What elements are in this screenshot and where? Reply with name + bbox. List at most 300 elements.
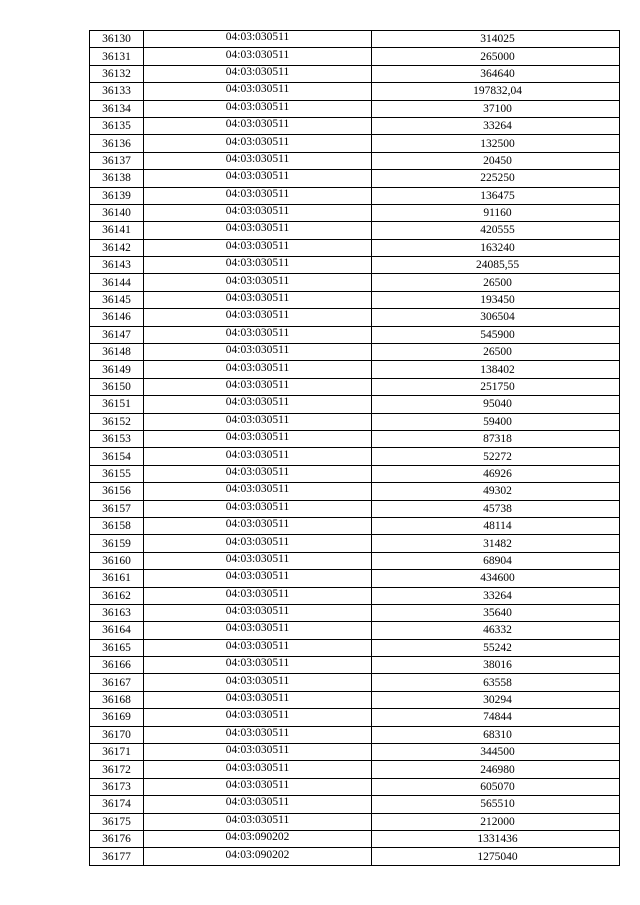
row-number-cell (90, 152, 144, 169)
amount-text: 31482 (483, 537, 512, 550)
amount-cell (372, 709, 620, 726)
amount-text: 24085,55 (475, 259, 520, 272)
amount-text: 163240 (480, 241, 515, 254)
row-number-text: 36136 (102, 137, 131, 150)
code-cell (144, 413, 372, 430)
row-number-cell (90, 117, 144, 134)
row-number-cell (90, 291, 144, 308)
row-number-text: 36140 (102, 207, 131, 220)
code-cell (144, 517, 372, 534)
amount-cell (372, 744, 620, 761)
amount-cell (372, 48, 620, 65)
amount-text: 212000 (480, 815, 515, 828)
amount-text: 605070 (480, 780, 515, 793)
code-cell (144, 813, 372, 830)
table-row (90, 309, 620, 326)
code-cell (144, 830, 372, 847)
amount-cell (372, 326, 620, 343)
row-number-text: 36174 (102, 798, 131, 811)
row-number-text: 36175 (102, 815, 131, 828)
amount-cell (372, 587, 620, 604)
table-row (90, 604, 620, 621)
amount-cell (372, 135, 620, 152)
code-cell (144, 204, 372, 221)
row-number-text: 36160 (102, 554, 131, 567)
amount-text: 68310 (483, 728, 512, 741)
row-number-cell (90, 830, 144, 847)
code-cell (144, 674, 372, 691)
code-text: 04:03:030511 (225, 31, 290, 44)
row-number-text: 36164 (102, 624, 131, 637)
code-text: 04:03:030511 (225, 361, 290, 374)
row-number-text: 36159 (102, 537, 131, 550)
table-row (90, 570, 620, 587)
code-cell (144, 48, 372, 65)
code-text: 04:03:030511 (225, 518, 290, 531)
amount-text: 63558 (483, 676, 512, 689)
row-number-cell (90, 204, 144, 221)
row-number-cell (90, 239, 144, 256)
row-number-cell (90, 396, 144, 413)
amount-cell (372, 657, 620, 674)
amount-text: 136475 (480, 189, 515, 202)
row-number-text: 36163 (102, 607, 131, 620)
code-text: 04:03:030511 (225, 605, 290, 618)
amount-text: 314025 (480, 33, 515, 46)
row-number-text: 36167 (102, 676, 131, 689)
row-number-cell (90, 135, 144, 152)
code-text: 04:03:030511 (225, 552, 290, 565)
table-row (90, 170, 620, 187)
row-number-text: 36169 (102, 711, 131, 724)
table-row (90, 48, 620, 65)
row-number-cell (90, 552, 144, 569)
amount-text: 306504 (480, 311, 515, 324)
row-number-cell (90, 31, 144, 48)
row-number-text: 36176 (102, 833, 131, 846)
amount-text: 1275040 (477, 850, 518, 863)
amount-text: 251750 (480, 381, 515, 393)
row-number-text: 36153 (102, 433, 131, 446)
table-row (90, 744, 620, 761)
row-number-text: 36142 (102, 241, 131, 254)
amount-cell (372, 813, 620, 830)
table-body (90, 31, 620, 866)
code-text: 04:03:030511 (225, 309, 290, 322)
code-text: 04:03:030511 (225, 483, 290, 496)
code-cell (144, 274, 372, 291)
row-number-cell (90, 430, 144, 447)
row-number-text: 36148 (102, 346, 131, 359)
code-cell (144, 170, 372, 187)
row-number-text: 36141 (102, 224, 131, 237)
table-row (90, 848, 620, 865)
amount-cell (372, 570, 620, 587)
code-cell (144, 691, 372, 708)
code-text: 04:03:030511 (225, 135, 290, 148)
row-number-text: 36151 (102, 398, 131, 411)
amount-text: 95040 (483, 398, 512, 411)
amount-cell (372, 761, 620, 778)
code-cell (144, 187, 372, 204)
table-row (90, 813, 620, 830)
code-cell (144, 778, 372, 795)
amount-text: 87318 (483, 433, 512, 446)
row-number-cell (90, 309, 144, 326)
row-number-text: 36157 (102, 502, 131, 515)
code-text: 04:03:030511 (225, 205, 290, 218)
row-number-cell (90, 517, 144, 534)
table-row (90, 674, 620, 691)
data-table (89, 30, 620, 866)
row-number-cell (90, 65, 144, 82)
row-number-text: 36131 (102, 50, 131, 63)
code-cell (144, 257, 372, 274)
amount-text: 420555 (480, 224, 515, 237)
row-number-cell (90, 744, 144, 761)
code-text: 04:03:030511 (225, 170, 290, 183)
code-text: 04:03:030511 (225, 65, 290, 78)
code-text: 04:03:030511 (225, 100, 290, 113)
code-text: 04:03:030511 (225, 796, 290, 809)
row-number-cell (90, 361, 144, 378)
row-number-text: 36139 (102, 189, 131, 202)
table-row (90, 291, 620, 308)
row-number-text: 36143 (102, 259, 131, 272)
row-number-cell (90, 257, 144, 274)
row-number-text: 36177 (102, 850, 131, 863)
row-number-text: 36165 (102, 641, 131, 654)
amount-text: 74844 (483, 711, 512, 724)
code-cell (144, 309, 372, 326)
amount-cell (372, 344, 620, 361)
row-number-text: 36147 (102, 328, 131, 341)
table-row (90, 761, 620, 778)
amount-cell (372, 604, 620, 621)
row-number-text: 36146 (102, 311, 131, 324)
code-cell (144, 222, 372, 239)
table-row (90, 239, 620, 256)
amount-text: 33264 (483, 120, 512, 133)
amount-cell (372, 204, 620, 221)
code-text: 04:03:030511 (225, 274, 290, 287)
row-number-text: 36137 (102, 154, 131, 167)
row-number-cell (90, 274, 144, 291)
row-number-cell (90, 587, 144, 604)
amount-text: 26500 (483, 346, 512, 359)
code-text: 04:03:030511 (225, 118, 290, 131)
code-cell (144, 361, 372, 378)
row-number-text: 36138 (102, 172, 131, 185)
row-number-cell (90, 691, 144, 708)
table-row (90, 100, 620, 117)
code-text: 04:03:030511 (225, 257, 290, 270)
amount-cell (372, 222, 620, 239)
amount-text: 565510 (480, 798, 515, 811)
amount-text: 37100 (483, 102, 512, 115)
code-cell (144, 117, 372, 134)
amount-cell (372, 552, 620, 569)
amount-text: 38016 (483, 659, 512, 672)
table-row (90, 622, 620, 639)
amount-text: 265000 (480, 50, 515, 63)
code-cell (144, 570, 372, 587)
amount-cell (372, 239, 620, 256)
code-cell (144, 239, 372, 256)
amount-cell (372, 430, 620, 447)
amount-text: 68904 (483, 554, 512, 567)
table-row (90, 396, 620, 413)
amount-cell (372, 170, 620, 187)
row-number-text: 36132 (102, 67, 131, 80)
table-row (90, 830, 620, 847)
table-row (90, 326, 620, 343)
row-number-cell (90, 761, 144, 778)
table-row (90, 483, 620, 500)
table-row (90, 117, 620, 134)
code-cell (144, 344, 372, 361)
code-cell (144, 709, 372, 726)
amount-cell (372, 309, 620, 326)
row-number-text: 36173 (102, 780, 131, 793)
code-text: 04:03:030511 (225, 465, 290, 478)
code-text: 04:03:030511 (225, 778, 290, 791)
amount-text: 26500 (483, 276, 512, 289)
amount-cell (372, 517, 620, 534)
amount-text: 35640 (483, 607, 512, 620)
code-cell (144, 152, 372, 169)
amount-cell (372, 152, 620, 169)
amount-cell (372, 830, 620, 847)
amount-cell (372, 448, 620, 465)
row-number-cell (90, 848, 144, 865)
row-number-cell (90, 170, 144, 187)
code-text: 04:03:030511 (225, 674, 290, 687)
row-number-cell (90, 344, 144, 361)
code-text: 04:03:030511 (225, 535, 290, 548)
table-row (90, 274, 620, 291)
row-number-text: 36162 (102, 589, 131, 602)
code-text: 04:03:030511 (225, 222, 290, 235)
amount-text: 55242 (483, 641, 512, 654)
amount-text: 46332 (483, 624, 512, 637)
table-row (90, 448, 620, 465)
amount-text: 45738 (483, 502, 512, 515)
amount-text: 434600 (480, 572, 515, 585)
row-number-cell (90, 639, 144, 656)
code-cell (144, 135, 372, 152)
row-number-text: 36133 (102, 85, 131, 98)
code-text: 04:03:030511 (225, 431, 290, 444)
amount-text: 1331436 (477, 833, 518, 846)
amount-cell (372, 274, 620, 291)
table-row (90, 152, 620, 169)
table-row (90, 135, 620, 152)
code-text: 04:03:030511 (225, 83, 290, 96)
amount-text: 132500 (480, 137, 515, 150)
code-cell (144, 726, 372, 743)
row-number-text: 36150 (102, 381, 131, 393)
amount-text: 344500 (480, 746, 515, 759)
table-row (90, 552, 620, 569)
amount-text: 197832,04 (473, 85, 522, 98)
code-text: 04:03:030511 (225, 587, 290, 600)
table-row (90, 344, 620, 361)
amount-cell (372, 396, 620, 413)
code-text: 04:03:030511 (225, 709, 290, 722)
row-number-text: 36149 (102, 363, 131, 376)
row-number-cell (90, 778, 144, 795)
row-number-cell (90, 813, 144, 830)
row-number-text: 36156 (102, 485, 131, 498)
row-number-cell (90, 222, 144, 239)
table-row (90, 378, 620, 395)
code-text: 04:03:030511 (225, 726, 290, 739)
amount-cell (372, 691, 620, 708)
code-text: 04:03:090202 (225, 831, 290, 844)
code-cell (144, 378, 372, 395)
amount-text: 545900 (480, 328, 515, 341)
amount-cell (372, 483, 620, 500)
table-row (90, 691, 620, 708)
table-row (90, 361, 620, 378)
amount-cell (372, 778, 620, 795)
row-number-text: 36135 (102, 120, 131, 133)
amount-cell (372, 465, 620, 482)
table-row (90, 31, 620, 48)
amount-text: 364640 (480, 67, 515, 80)
table-row (90, 257, 620, 274)
amount-text: 20450 (483, 154, 512, 167)
row-number-cell (90, 570, 144, 587)
row-number-text: 36134 (102, 102, 131, 115)
amount-cell (372, 500, 620, 517)
row-number-cell (90, 674, 144, 691)
row-number-text: 36172 (102, 763, 131, 776)
row-number-text: 36154 (102, 450, 131, 463)
code-cell (144, 483, 372, 500)
amount-cell (372, 622, 620, 639)
code-cell (144, 552, 372, 569)
amount-cell (372, 100, 620, 117)
code-text: 04:03:030511 (225, 48, 290, 61)
table-row (90, 778, 620, 795)
table-row (90, 83, 620, 100)
code-cell (144, 848, 372, 865)
code-text: 04:03:030511 (225, 344, 290, 357)
amount-text: 225250 (480, 172, 515, 185)
code-cell (144, 31, 372, 48)
code-cell (144, 535, 372, 552)
table-row (90, 726, 620, 743)
amount-cell (372, 413, 620, 430)
amount-cell (372, 361, 620, 378)
row-number-text: 36158 (102, 520, 131, 533)
code-text: 04:03:030511 (225, 396, 290, 409)
row-number-text: 36161 (102, 572, 131, 585)
row-number-text: 36130 (102, 33, 131, 46)
table-row (90, 187, 620, 204)
amount-cell (372, 65, 620, 82)
amount-cell (372, 117, 620, 134)
amount-text: 59400 (483, 415, 512, 428)
code-cell (144, 744, 372, 761)
row-number-cell (90, 483, 144, 500)
row-number-cell (90, 465, 144, 482)
table-row (90, 204, 620, 221)
table-row (90, 222, 620, 239)
code-cell (144, 761, 372, 778)
row-number-cell (90, 187, 144, 204)
row-number-cell (90, 604, 144, 621)
code-cell (144, 465, 372, 482)
row-number-cell (90, 622, 144, 639)
code-cell (144, 430, 372, 447)
table-row (90, 430, 620, 447)
row-number-text: 36171 (102, 746, 131, 759)
code-text: 04:03:030511 (225, 657, 290, 670)
code-text: 04:03:030511 (225, 813, 290, 826)
code-text: 04:03:030511 (225, 379, 290, 391)
table-row (90, 465, 620, 482)
table-row (90, 587, 620, 604)
code-cell (144, 291, 372, 308)
row-number-text: 36168 (102, 694, 131, 707)
amount-text: 246980 (480, 763, 515, 776)
row-number-cell (90, 726, 144, 743)
code-text: 04:03:030511 (225, 692, 290, 705)
table-row (90, 709, 620, 726)
row-number-text: 36144 (102, 276, 131, 289)
code-text: 04:03:030511 (225, 744, 290, 757)
code-cell (144, 639, 372, 656)
row-number-cell (90, 657, 144, 674)
row-number-text: 36145 (102, 294, 131, 307)
table-row (90, 500, 620, 517)
amount-cell (372, 187, 620, 204)
code-text: 04:03:030511 (225, 500, 290, 513)
row-number-text: 36166 (102, 659, 131, 672)
code-cell (144, 657, 372, 674)
code-cell (144, 622, 372, 639)
amount-text: 48114 (483, 520, 512, 533)
amount-text: 52272 (483, 450, 512, 463)
row-number-cell (90, 709, 144, 726)
amount-text: 91160 (483, 207, 512, 220)
code-cell (144, 65, 372, 82)
amount-cell (372, 726, 620, 743)
amount-text: 138402 (480, 363, 515, 376)
table-row (90, 657, 620, 674)
amount-cell (372, 291, 620, 308)
amount-cell (372, 83, 620, 100)
code-cell (144, 326, 372, 343)
amount-text: 49302 (483, 485, 512, 498)
row-number-text: 36170 (102, 728, 131, 741)
code-text: 04:03:030511 (225, 761, 290, 774)
code-cell (144, 604, 372, 621)
row-number-text: 36152 (102, 415, 131, 428)
table-row (90, 639, 620, 656)
table-row (90, 65, 620, 82)
code-text: 04:03:030511 (225, 448, 290, 461)
code-cell (144, 83, 372, 100)
row-number-cell (90, 413, 144, 430)
amount-text: 33264 (483, 589, 512, 602)
table-row (90, 796, 620, 813)
row-number-cell (90, 535, 144, 552)
code-cell (144, 100, 372, 117)
